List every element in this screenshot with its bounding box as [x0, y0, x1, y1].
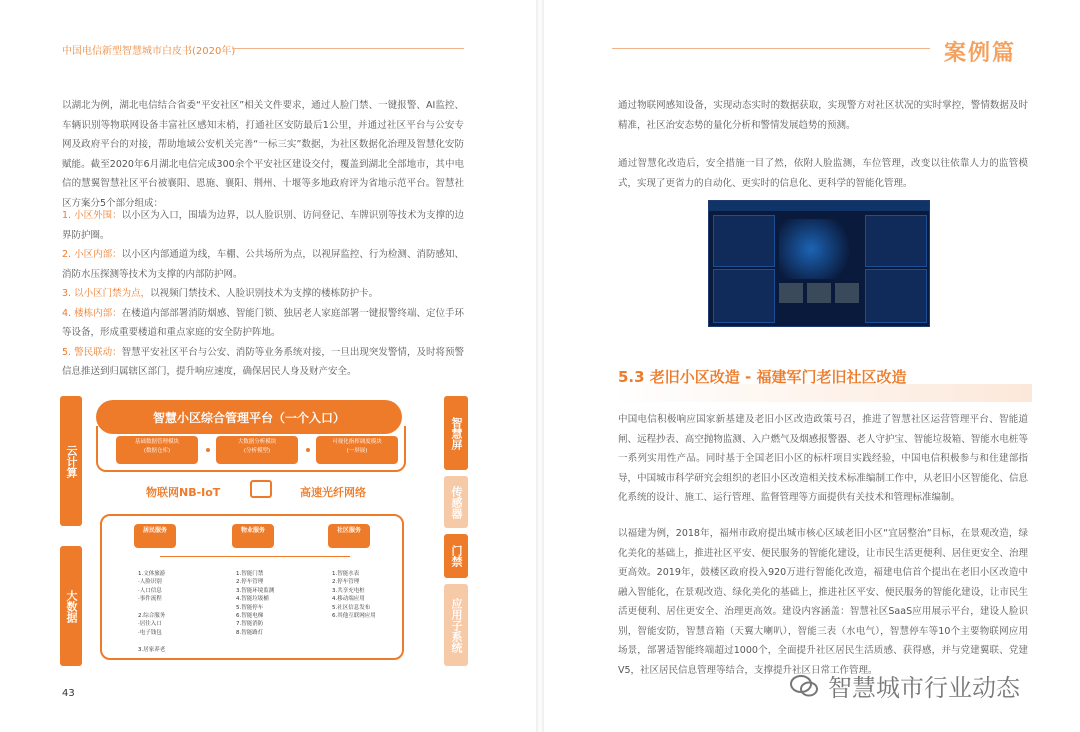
side-bar-sensor: 传感器 [444, 476, 468, 528]
list-item: ·人口信息 [138, 587, 162, 594]
dashboard-header [709, 201, 929, 211]
list-item [62, 343, 464, 382]
side-bar-screen: 智慧屏 [444, 396, 468, 470]
paragraph-4: 以福建为例，2018年，福州市政府提出城市核心区域老旧小区“宜居整治”目标，在景观改造，绿化美化的基础上，推进社区平安、便民服务的智能化建设，让市民生活更便利、居住更安全、治理更高效。2019年，鼓楼区政府投入920万进行智能化改造，福建电信首个提出在老旧小区改造中融入智能化，在景观改造、绿化美化的基础上，推进社区平安、便民服务的智能化建设，让市民生活更便利、居住更安全、治理更高效。建设内容涵盖：智慧社区SaaS应用展示平台，建设人脸识别，智能安防，智慧音箱（天翼大喇叭），智能三表（水电气），智慧停车等10个主要物联网应用场景，部署适智能终端超过1000个，全面提升社区居民生活质感、获得感，并与党建翼联、党建V5，社区居民信息管理等结合，支撑提升社区日常工作管理。 [618, 528, 1028, 676]
router-icon [250, 480, 272, 498]
list-item: 1.智能门禁 [236, 571, 264, 577]
item-text: 智慧平安社区平台与公安、消防等业务系统对接，一旦出现突发警情，及时将预警信息推送到归属辖区部门，提升响应速度，确保居民人身及财产安全。 [62, 346, 464, 377]
dashboard-panel [865, 269, 927, 323]
list-item: 3.共享充电桩 [332, 587, 365, 594]
camera-feed [807, 283, 831, 303]
item-text: 在楼道内部部署消防烟感、智能门锁、独居老人家庭部署一键报警终端、定位手环等设备，形成重要楼道和重点家庭的安全防护阵地。 [62, 307, 464, 338]
module-box [216, 436, 298, 464]
module-sub: (数据仓库) [143, 448, 171, 454]
side-bar-gate: 门禁 [444, 534, 468, 578]
dashboard-screenshot [708, 200, 930, 327]
module-sub: (一屏展) [346, 448, 368, 454]
header-rule [612, 48, 930, 49]
header-rule [232, 48, 464, 49]
running-head: 中国电信新型智慧城市白皮书(2020年) [62, 46, 236, 57]
list-item [62, 284, 464, 304]
list-item: 5.社区信息发布 [332, 604, 371, 611]
paragraph-2: 通过智慧化改造后，安全措施一目了然，依附人脸监测，车位管理，改变以往依靠人力的监管模式，实现了更省力的自动化、更实时的信息化、更科学的智能化管理。 [618, 158, 1028, 189]
intro-paragraph: 以湖北为例，湖北电信结合省委“平安社区”相关文件要求，通过人脸门禁、一键报警、AI监控、车辆识别等物联网设备丰富社区感知末梢，打通社区安防最后1公里，并通过社区平台与公安专网及政府平台的对接，帮助地域公安机关完善“一标三实”数据，为社区数据化治理及智慧化安防赋能。截至2020年6月湖北电信完成300余个平安社区建设交付，覆盖到湖北全部地市，其中电信的慧翼智慧社区平台被襄阳、恩施、襄阳、荆州、十堰等多地政府评为省地示范平台。智慧社区方案分5个部分组成： [62, 100, 464, 209]
item-text: 以小区内部通道为线，车棚、公共场所为点，以视屏监控、行为检测、消防感知、消防水压探测等技术为支撑的内部防护网。 [62, 249, 464, 280]
column-list-resident [138, 570, 165, 654]
section-title: 5.3 老旧小区改造 - 福建军门老旧社区改造 [618, 368, 907, 386]
column-head-resident: 居民服务 [134, 524, 176, 548]
list-item: 1.文体旅游 [138, 571, 166, 577]
item-text: 以小区为入口，围墙为边界，以人脸识别、访问登记、车牌识别等技术为支撑的边界防护圈。 [62, 210, 464, 241]
side-bar-cloud: 云计算 [60, 396, 82, 526]
wechat-account-logo [790, 668, 1020, 703]
side-bar-bigdata: 大数据 [60, 546, 82, 666]
column-head-property: 物业服务 [232, 524, 274, 548]
side-bar-subsystem: 应用子系统 [444, 584, 468, 666]
item-label: 5. 警民联动： [62, 346, 122, 358]
list-item: 8.智能路灯 [236, 629, 264, 636]
module-box [116, 436, 198, 464]
logo-text: 智慧城市行业动态 [828, 674, 1020, 702]
dashboard-panel [713, 269, 775, 323]
column-list-property [236, 570, 274, 637]
list-item [62, 245, 464, 284]
column-list-community [332, 570, 376, 620]
module-title: 大数据分析模块 [237, 439, 277, 445]
platform-diagram [60, 396, 470, 666]
list-item: 4.智能垃圾桶 [236, 596, 269, 603]
separator-dot [206, 448, 210, 452]
list-item [62, 304, 464, 343]
module-sub: (分析模型) [243, 448, 271, 454]
item-label: 3. 以小区门禁为点， [62, 288, 151, 299]
paragraph-3: 中国电信积极响应国家新基建及老旧小区改造政策号召，推进了智慧社区运营管理平台、智能道闸、远程抄表、高空抛物监测、入户燃气及烟感报警器、老人守护宝、智能垃圾箱、智能水电桩等一系列实用性产品。同时基于全国老旧小区的标杆项目实践经验，中国电信积极参与和住建部指导，中国城市科学研究会组织的老旧小区改造相关技术标准编制工作中，从老旧小区智能化、信息化系统的设计、施工、运行管理、监督管理等方面提供有关技术和管理标准编制。 [618, 414, 1028, 503]
network-nbiot: 物联网NB-IoT [146, 486, 221, 499]
list-item: 2.综合服务 [138, 613, 166, 620]
item-label: 2. 小区内部： [62, 249, 122, 260]
item-label: 4. 楼栋内部： [62, 307, 122, 319]
list-item [62, 206, 464, 245]
list-item: 3.智能环境监测 [236, 587, 275, 594]
list-item: 2.停车管理 [332, 579, 360, 586]
list-item: 7.智能消防 [236, 621, 264, 628]
platform-title: 智慧小区综合管理平台（一个入口） [96, 400, 402, 434]
paragraph-1: 通过物联网感知设备，实现动态实时的数据获取，实现警方对社区状况的实时掌控，警情数据及时精准，社区治安态势的量化分析和警情发展趋势的预测。 [618, 100, 1028, 131]
page-number: 43 [62, 688, 75, 699]
list-item: 6.智能电梯 [236, 613, 264, 620]
camera-feed [835, 283, 859, 303]
case-title: 案例篇 [944, 41, 1017, 66]
dashboard-panel [865, 215, 927, 267]
item-text: 以视频门禁技术、人脸识别技术为支撑的楼栋防护卡。 [150, 288, 379, 299]
item-label: 1. 小区外围： [62, 210, 122, 221]
list-item: 4.移动端应用 [332, 596, 365, 603]
list-item: 6.其他互联网应用 [332, 613, 376, 620]
list-item: 1.智能水表 [332, 571, 360, 577]
camera-feed [779, 283, 803, 303]
module-title: 可视化指挥调度模块 [332, 439, 382, 445]
list-item: 2.停车管理 [236, 579, 264, 586]
item-list [62, 206, 464, 382]
connector-line [160, 556, 350, 557]
list-item: ·事件流程 [138, 596, 162, 603]
network-fiber: 高速光纤网络 [300, 486, 366, 499]
list-item: 3.居家养老 [138, 646, 166, 653]
list-item [138, 604, 165, 612]
list-item: 5.智能停车 [236, 604, 264, 611]
column-head-community: 社区服务 [328, 524, 370, 548]
list-item: ·居住入口 [138, 621, 162, 628]
list-item: ·人脸识别 [138, 579, 162, 586]
list-item: ·电子钱包 [138, 629, 162, 636]
wechat-icon [790, 675, 818, 697]
dashboard-map [779, 219, 859, 279]
list-item [138, 637, 165, 645]
module-title: 基础数据管理模块 [134, 439, 179, 445]
separator-dot [306, 448, 310, 452]
dashboard-panel [713, 215, 775, 267]
module-box [316, 436, 398, 464]
